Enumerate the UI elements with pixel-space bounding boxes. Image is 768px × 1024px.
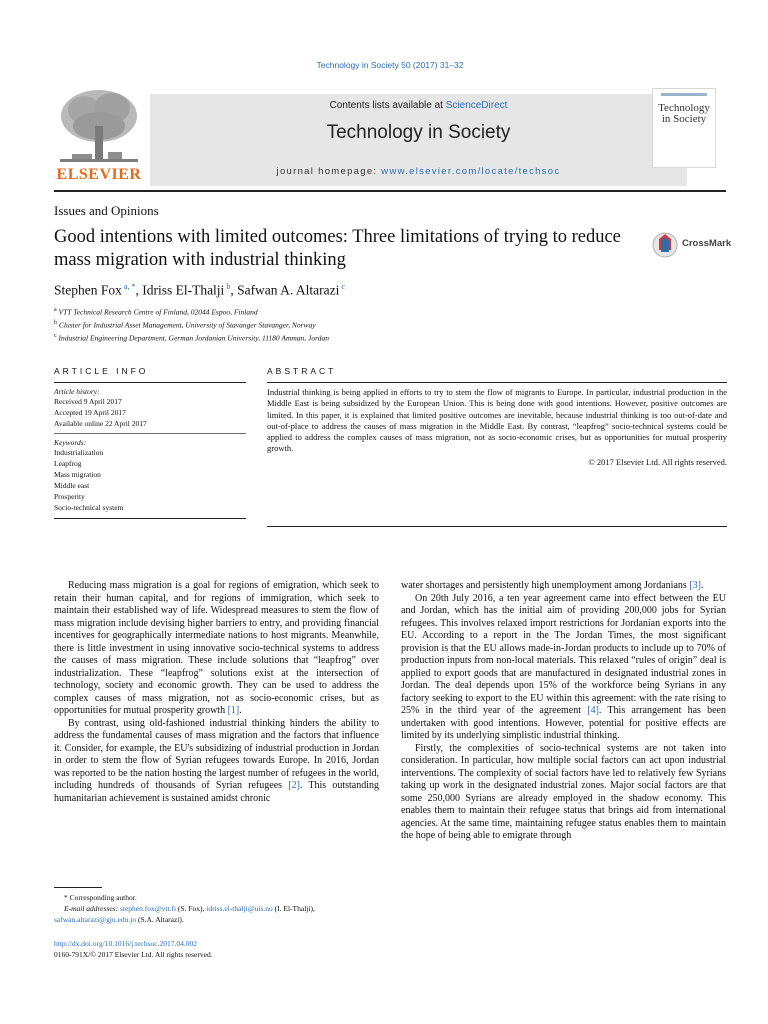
email-link[interactable]: stephen.fox@vtt.fi xyxy=(119,904,177,913)
journal-title: Technology in Society xyxy=(326,122,511,143)
paragraph-text: . This arrangement has been undertaken with good intentions. However, potential for positive effects are limited by its underlying simplistic industrial thinking. xyxy=(401,705,726,741)
homepage-link[interactable]: www.elsevier.com/locate/techsoc xyxy=(381,166,561,177)
divider xyxy=(267,526,727,527)
author-name: Safwan A. Altarazi xyxy=(237,282,340,298)
body-paragraph xyxy=(401,580,726,593)
journal-citation[interactable]: Technology in Society 50 (2017) 31–32 xyxy=(316,60,464,70)
author-affiliation-mark[interactable]: c xyxy=(339,282,345,291)
paragraph-text: . This outstanding humanitarian achievement is sustained amidst chronic xyxy=(54,780,379,804)
keywords-label: Keywords: xyxy=(54,438,87,447)
author-affiliation-mark[interactable]: b xyxy=(224,282,231,291)
affiliation-mark: c xyxy=(54,333,57,339)
body-column-left xyxy=(54,580,379,805)
email-addresses xyxy=(54,903,384,925)
journal-masthead xyxy=(54,86,714,186)
homepage-line xyxy=(150,166,687,177)
body-column-right xyxy=(401,580,726,843)
paragraph-text: Reducing mass migration is a goal for regions of emigration, which seek to retain their human capital, and for regions of immigration, which seek to maintain their established way of life. Widespread measures to stem the flow of mass migration include devising higher barriers to entry, and providing financial incentives for geographically intermediate nations to host migrants. Meanwhile, there is little investment in using innovative socio-technical systems to address the causes of mass migration. These include solutions that “leapfrog” over industrialization. These “leapfrog” solutions exist at the intersection of technology, society and economic growth. They can be used to address the complex causes of mass migration, not as socio-economic crises, but as opportunities for mutual prosperity growth xyxy=(54,580,379,716)
article-history-label: Article history: xyxy=(54,387,100,396)
body-paragraph xyxy=(54,718,379,806)
divider xyxy=(54,518,246,519)
affiliation-text: VTT Technical Research Centre of Finland, 02044 Espoo, Finland xyxy=(56,307,258,317)
abstract-copyright: © 2017 Elsevier Ltd. All rights reserved. xyxy=(588,456,727,467)
footnote xyxy=(54,892,384,925)
affiliation-mark: a xyxy=(54,307,57,313)
history-item: Accepted 19 April 2017 xyxy=(54,408,126,417)
affiliation-line xyxy=(54,318,329,331)
affiliation-text: Cluster for Industrial Asset Management, University of Stavanger Stavanger, Norway xyxy=(57,320,316,330)
history-item: Received 9 April 2017 xyxy=(54,397,122,406)
keyword-item: Mass migration xyxy=(54,470,101,479)
affiliation-list xyxy=(54,305,329,344)
article-history-list xyxy=(54,396,246,429)
history-item: Available online 22 April 2017 xyxy=(54,419,147,428)
keyword-list xyxy=(54,447,246,513)
page-footer xyxy=(54,938,213,960)
doi-link[interactable]: http://dx.doi.org/10.1016/j.techsoc.2017.04.002 xyxy=(54,939,197,948)
paragraph-text: On 20th July 2016, a ten year agreement came into effect between the EU and Jordan, which has the initial aim of providing 200,000 jobs for Syrian refugees. This involves relaxed import restrictions for Jordanian exports into the EU. According to a report in the The Jordan Times, the most significant provision is that the EU allows made-in-Jordan products to include up to 70% of production inputs from non-local materials. This relaxed “rules of origin” deal is applied to export goods that are manufactured in designated industrial zones in Jordan. The deal depends upon 15% of the workforce being Syrians in any factory seeking to export to the EU within this agreement: with the rate rising to 25% in the third year of the agreement xyxy=(401,592,726,716)
cover-title-line1: Technology xyxy=(658,102,710,114)
cover-title xyxy=(655,103,713,125)
body-paragraph xyxy=(401,593,726,743)
affiliation-mark: b xyxy=(54,320,57,326)
article-info-heading: ARTICLE INFO xyxy=(54,366,149,376)
keyword-item: Middle east xyxy=(54,481,90,490)
paragraph-text: Firstly, the complexities of socio-technical systems are not taken into consideration. In particular, how multiple social factors can act upon industrial interventions. The complexity of social factors have led to relatively few Syrians taking up work in the designated industrial zones. Major social factors are that some 250,000 Syrians are already employed in the shadow economy. This enables them to maintain their refugee status that brings aid from international agencies. At the same time, maintaining refugee status enables them to maintain the hope of being able to emigrate through xyxy=(401,742,726,841)
keyword-item: Leapfrog xyxy=(54,459,82,468)
affiliation-line xyxy=(54,305,329,318)
crossmark-icon xyxy=(652,230,678,260)
crossmark-badge[interactable] xyxy=(652,230,732,260)
footnote-divider xyxy=(54,887,102,888)
paragraph-text: water shortages and persistently high unemployment among Jordanians xyxy=(401,580,690,591)
email-owner: (I. El-Thalji), xyxy=(272,904,315,913)
crossmark-label: CrossMark xyxy=(682,238,732,249)
sciencedirect-link[interactable]: ScienceDirect xyxy=(445,100,508,111)
issn-copyright: 0160-791X/© 2017 Elsevier Ltd. All rights reserved. xyxy=(54,950,213,959)
email-label: E-mail addresses: xyxy=(64,904,120,913)
author-separator: , xyxy=(230,282,238,298)
affiliation-line xyxy=(54,331,329,344)
email-link[interactable]: idriss.el-thalji@uis.no xyxy=(206,904,273,913)
section-label: Issues and Opinions xyxy=(54,203,159,218)
keyword-item: Prosperity xyxy=(54,492,85,501)
homepage-prefix: journal homepage: xyxy=(276,166,382,177)
divider xyxy=(267,382,727,383)
divider xyxy=(54,433,246,434)
email-owner: (S. Fox), xyxy=(176,904,207,913)
abstract-heading: ABSTRACT xyxy=(267,366,337,376)
body-paragraph xyxy=(54,580,379,718)
reference-link[interactable]: [3] xyxy=(689,580,701,591)
reference-link[interactable]: [4] xyxy=(587,705,599,716)
publisher-wordmark[interactable]: ELSEVIER xyxy=(56,166,142,183)
article-title: Good intentions with limited outcomes: Three limitations of trying to reduce mass migration with industrial thinking xyxy=(54,227,621,270)
author-list xyxy=(54,282,345,299)
paragraph-text: . xyxy=(239,705,242,716)
author-separator: , xyxy=(135,282,143,298)
email-link[interactable]: safwan.altarazi@gju.edu.jo xyxy=(54,915,137,924)
journal-banner xyxy=(150,94,687,186)
cover-decoration xyxy=(661,93,707,96)
keyword-item: Socio-technical system xyxy=(54,503,124,512)
divider xyxy=(54,382,246,383)
contents-line xyxy=(150,100,687,111)
author-name: Stephen Fox xyxy=(54,282,122,298)
paragraph-text: By contrast, using old-fashioned industrial thinking hinders the ability to address the fundamental causes of mass migration and the factors that influence it. Consider, for example, the EU's subsidizing of industrial production in Jordan in order to stem the flow of Syrian refugees towards Europe. In 2016, Jordan was reported to be the nation hosting the largest number of refugees in the world, including hundreds of thousands of Syrian refugees xyxy=(54,717,380,791)
journal-cover-thumbnail[interactable] xyxy=(652,88,716,168)
article-info-section xyxy=(54,366,246,523)
keyword-item: Industrialization xyxy=(54,448,104,457)
corresponding-author-note: * Corresponding author. xyxy=(64,893,137,902)
affiliation-text: Industrial Engineering Department, German Jordanian University, 11180 Amman, Jordan xyxy=(56,333,330,343)
contents-prefix: Contents lists available at xyxy=(329,100,446,111)
body-paragraph xyxy=(401,743,726,843)
reference-link[interactable]: [1] xyxy=(227,705,240,716)
cover-title-line2: in Society xyxy=(661,113,707,125)
abstract-text: Industrial thinking is being applied in efforts to try to stem the flow of migrants to Europe. In particular, industrial production in the Middle East is being subsidized by the European Union. This is being done with good intentions. However, positive outcomes are limited. In this paper, it is explained that limited positive outcomes are inevitable, because industrial thinking is too out-of-date and out-of-place to address the causes of mass migration in the Middle East. By contrast, “leapfrog” socio-technical systems could be applied to address the complex causes of mass migration, not as socio-economic crises, but as opportunities for mutual prosperity growth. xyxy=(267,387,727,454)
masthead-divider xyxy=(54,190,726,192)
abstract-section xyxy=(267,366,727,467)
author-affiliation-mark[interactable]: a, * xyxy=(121,282,136,291)
author-name: Idriss El-Thalji xyxy=(142,282,225,298)
email-owner: (S.A. Altarazi). xyxy=(136,915,184,924)
paragraph-text: . xyxy=(700,580,704,591)
reference-link[interactable]: [2] xyxy=(288,780,300,791)
